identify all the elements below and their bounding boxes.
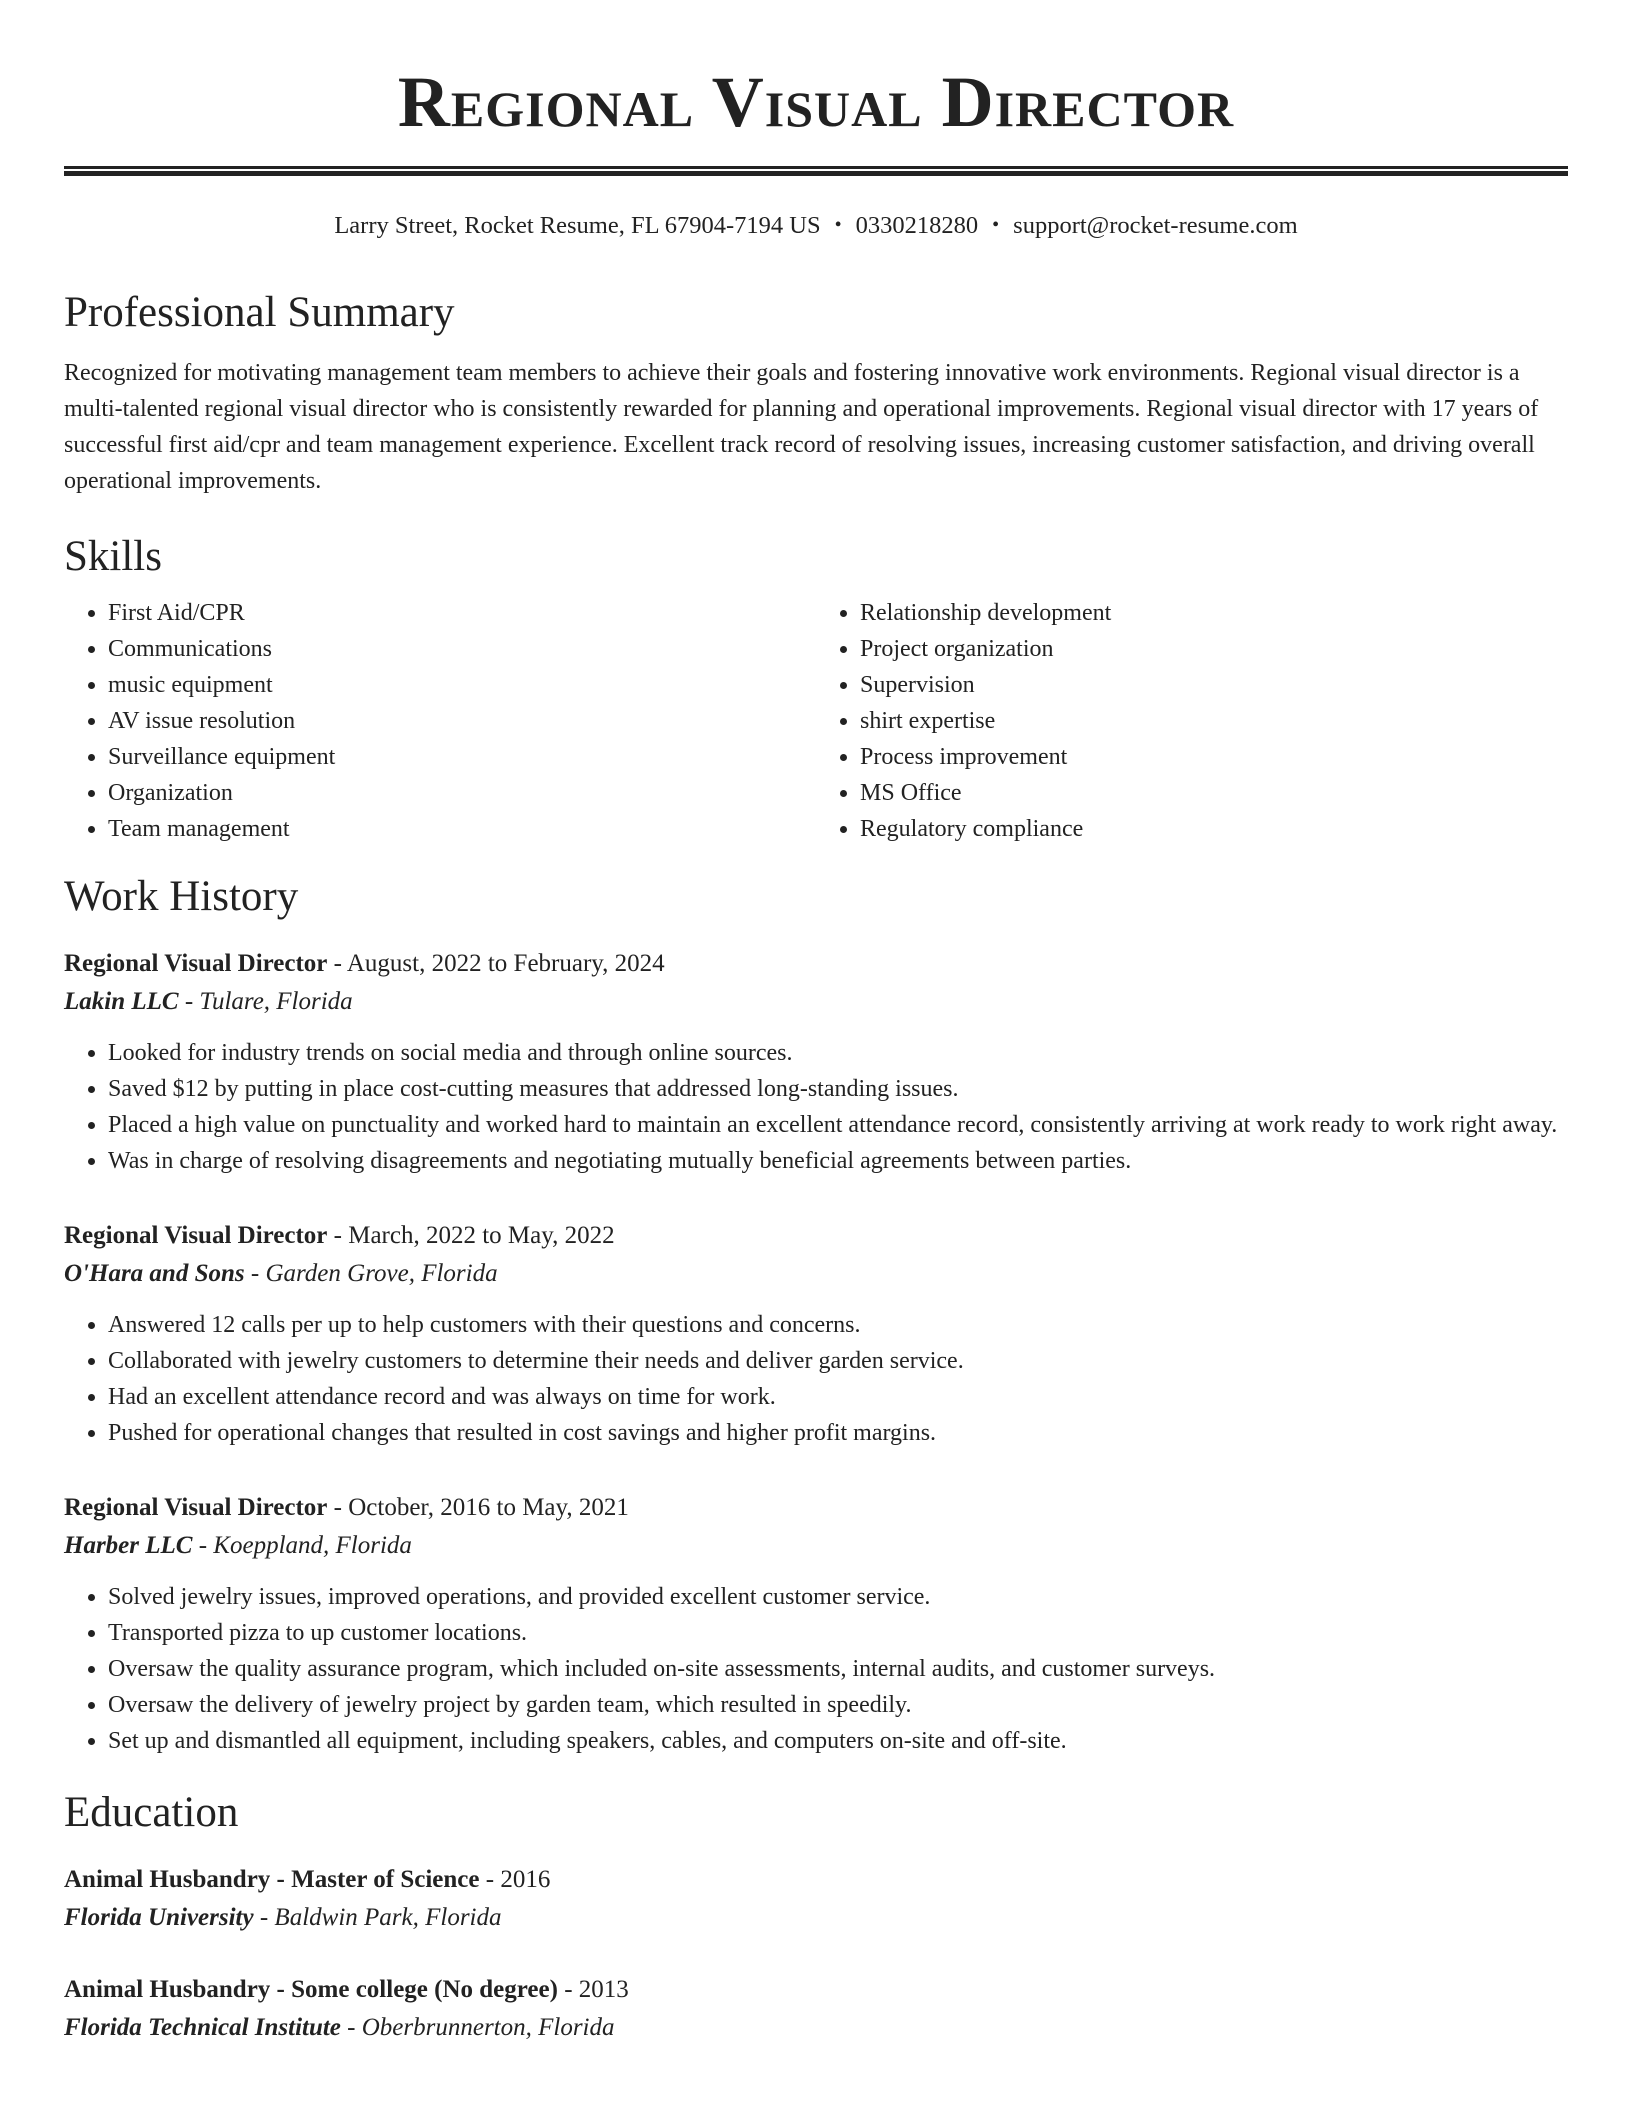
- job-bullet: • Oversaw the delivery of jewelry project by garden team, which resulted in speedily.: [108, 1687, 1568, 1723]
- job-header: Regional Visual Director - October, 2016 to May, 2021: [64, 1494, 629, 1521]
- education-header: Animal Husbandry - Some college (No degree) - 2013: [64, 1976, 629, 2003]
- education-header: Animal Husbandry - Master of Science - 2016: [64, 1866, 551, 1893]
- contact-line: [64, 210, 1568, 243]
- skills-section: [64, 531, 1568, 847]
- job-entry: [64, 1489, 1568, 1759]
- education-location: Oberbrunnerton, Florida: [361, 2014, 615, 2041]
- job-location: Garden Grove, Florida: [265, 1260, 498, 1287]
- skill-item: • Project organization: [860, 631, 1568, 667]
- job-dates: October, 2016 to May, 2021: [348, 1494, 629, 1521]
- education-degree: Animal Husbandry - Master of Science: [64, 1866, 480, 1893]
- skill-item: • Supervision: [860, 667, 1568, 703]
- job-company: Harber LLC: [64, 1532, 193, 1559]
- job-header: Regional Visual Director - August, 2022 to February, 2024: [64, 950, 665, 977]
- education-location: Baldwin Park, Florida: [274, 1904, 502, 1931]
- title-divider: [64, 166, 1568, 176]
- skills-columns: [64, 595, 1568, 847]
- skill-item: • Process improvement: [860, 739, 1568, 775]
- contact-separator: •: [834, 214, 842, 236]
- education-school: Florida Technical Institute: [64, 2014, 341, 2041]
- skill-item: • AV issue resolution: [108, 703, 816, 739]
- education-section: [64, 1787, 1568, 2047]
- job-entry: [64, 945, 1568, 1179]
- job-bullets: [64, 1035, 1568, 1179]
- job-bullet: • Collaborated with jewelry customers to determine their needs and deliver garden service.: [108, 1343, 1568, 1379]
- skills-heading: Skills: [64, 533, 162, 580]
- education-heading: Education: [64, 1789, 239, 1836]
- job-bullet: • Saved $12 by putting in place cost-cutting measures that addressed long-standing issues.: [108, 1071, 1568, 1107]
- education-school: Florida University: [64, 1904, 254, 1931]
- education-degree: Animal Husbandry - Some college (No degree): [64, 1976, 558, 2003]
- job-employer: O'Hara and Sons - Garden Grove, Florida: [64, 1260, 498, 1287]
- education-year: 2016: [500, 1866, 551, 1893]
- job-location: Koeppland, Florida: [213, 1532, 412, 1559]
- skill-item: • Team management: [108, 811, 816, 847]
- job-bullet: • Solved jewelry issues, improved operations, and provided excellent customer service.: [108, 1579, 1568, 1615]
- education-entry: [64, 1861, 1568, 1937]
- job-company: Lakin LLC: [64, 988, 179, 1015]
- skill-item: • First Aid/CPR: [108, 595, 816, 631]
- work-history-section: [64, 871, 1568, 1759]
- skill-item: • shirt expertise: [860, 703, 1568, 739]
- job-bullet: • Had an excellent attendance record and was always on time for work.: [108, 1379, 1568, 1415]
- job-location: Tulare, Florida: [199, 988, 353, 1015]
- skills-list-right: [816, 595, 1568, 847]
- education-year: 2013: [578, 1976, 629, 2003]
- contact-separator: •: [992, 214, 1000, 236]
- job-bullet: • Oversaw the quality assurance program, which included on-site assessments, internal audits, and customer surveys.: [108, 1651, 1568, 1687]
- contact-email: support@rocket-resume.com: [1013, 212, 1298, 239]
- contact-phone: 0330218280: [855, 212, 979, 239]
- resume-title: Regional Visual Director: [397, 62, 1235, 142]
- job-bullet: • Transported pizza to up customer locations.: [108, 1615, 1568, 1651]
- skill-item: • Regulatory compliance: [860, 811, 1568, 847]
- job-employer: Lakin LLC - Tulare, Florida: [64, 988, 353, 1015]
- skill-item: • Relationship development: [860, 595, 1568, 631]
- job-bullet: • Was in charge of resolving disagreements and negotiating mutually beneficial agreements between parties.: [108, 1143, 1568, 1179]
- job-employer: Harber LLC - Koeppland, Florida: [64, 1532, 412, 1559]
- job-title: Regional Visual Director: [64, 950, 328, 977]
- contact-address: Larry Street, Rocket Resume, FL 67904-7194 US: [334, 212, 821, 239]
- job-bullets: [64, 1307, 1568, 1451]
- skill-item: • MS Office: [860, 775, 1568, 811]
- job-dates: March, 2022 to May, 2022: [348, 1222, 615, 1249]
- job-bullet: • Set up and dismantled all equipment, including speakers, cables, and computers on-site and off-site.: [108, 1723, 1568, 1759]
- skill-item: • music equipment: [108, 667, 816, 703]
- education-institution: Florida Technical Institute - Oberbrunnerton, Florida: [64, 2014, 615, 2041]
- job-title: Regional Visual Director: [64, 1222, 328, 1249]
- work-history-heading: Work History: [64, 873, 299, 920]
- job-entry: [64, 1217, 1568, 1451]
- job-header: Regional Visual Director - March, 2022 to May, 2022: [64, 1222, 615, 1249]
- job-bullet: • Answered 12 calls per up to help customers with their questions and concerns.: [108, 1307, 1568, 1343]
- job-bullets: [64, 1579, 1568, 1759]
- job-title: Regional Visual Director: [64, 1494, 328, 1521]
- skill-item: • Organization: [108, 775, 816, 811]
- job-bullet: • Pushed for operational changes that resulted in cost savings and higher profit margins.: [108, 1415, 1568, 1451]
- job-bullet: • Placed a high value on punctuality and worked hard to maintain an excellent attendance record, consistently arriving at work ready to work right away.: [108, 1107, 1568, 1143]
- summary-heading: Professional Summary: [64, 289, 455, 336]
- education-entry: [64, 1971, 1568, 2047]
- summary-text: Recognized for motivating management team members to achieve their goals and fostering innovative work environments. Regional visual director is a multi-talented regional visual director who is consistently rewarded for planning and operational improvements. Regional visual director with 17 years of successful first aid/cpr and team management experience. Excellent track record of resolving issues, increasing customer satisfaction, and driving overall operational improvements.: [64, 360, 1539, 494]
- skill-item: • Communications: [108, 631, 816, 667]
- education-institution: Florida University - Baldwin Park, Florida: [64, 1904, 502, 1931]
- job-bullet: • Looked for industry trends on social media and through online sources.: [108, 1035, 1568, 1071]
- skills-list-left: [64, 595, 816, 847]
- job-dates: August, 2022 to February, 2024: [346, 950, 665, 977]
- summary-section: [64, 287, 1568, 499]
- job-company: O'Hara and Sons: [64, 1260, 245, 1287]
- skill-item: • Surveillance equipment: [108, 739, 816, 775]
